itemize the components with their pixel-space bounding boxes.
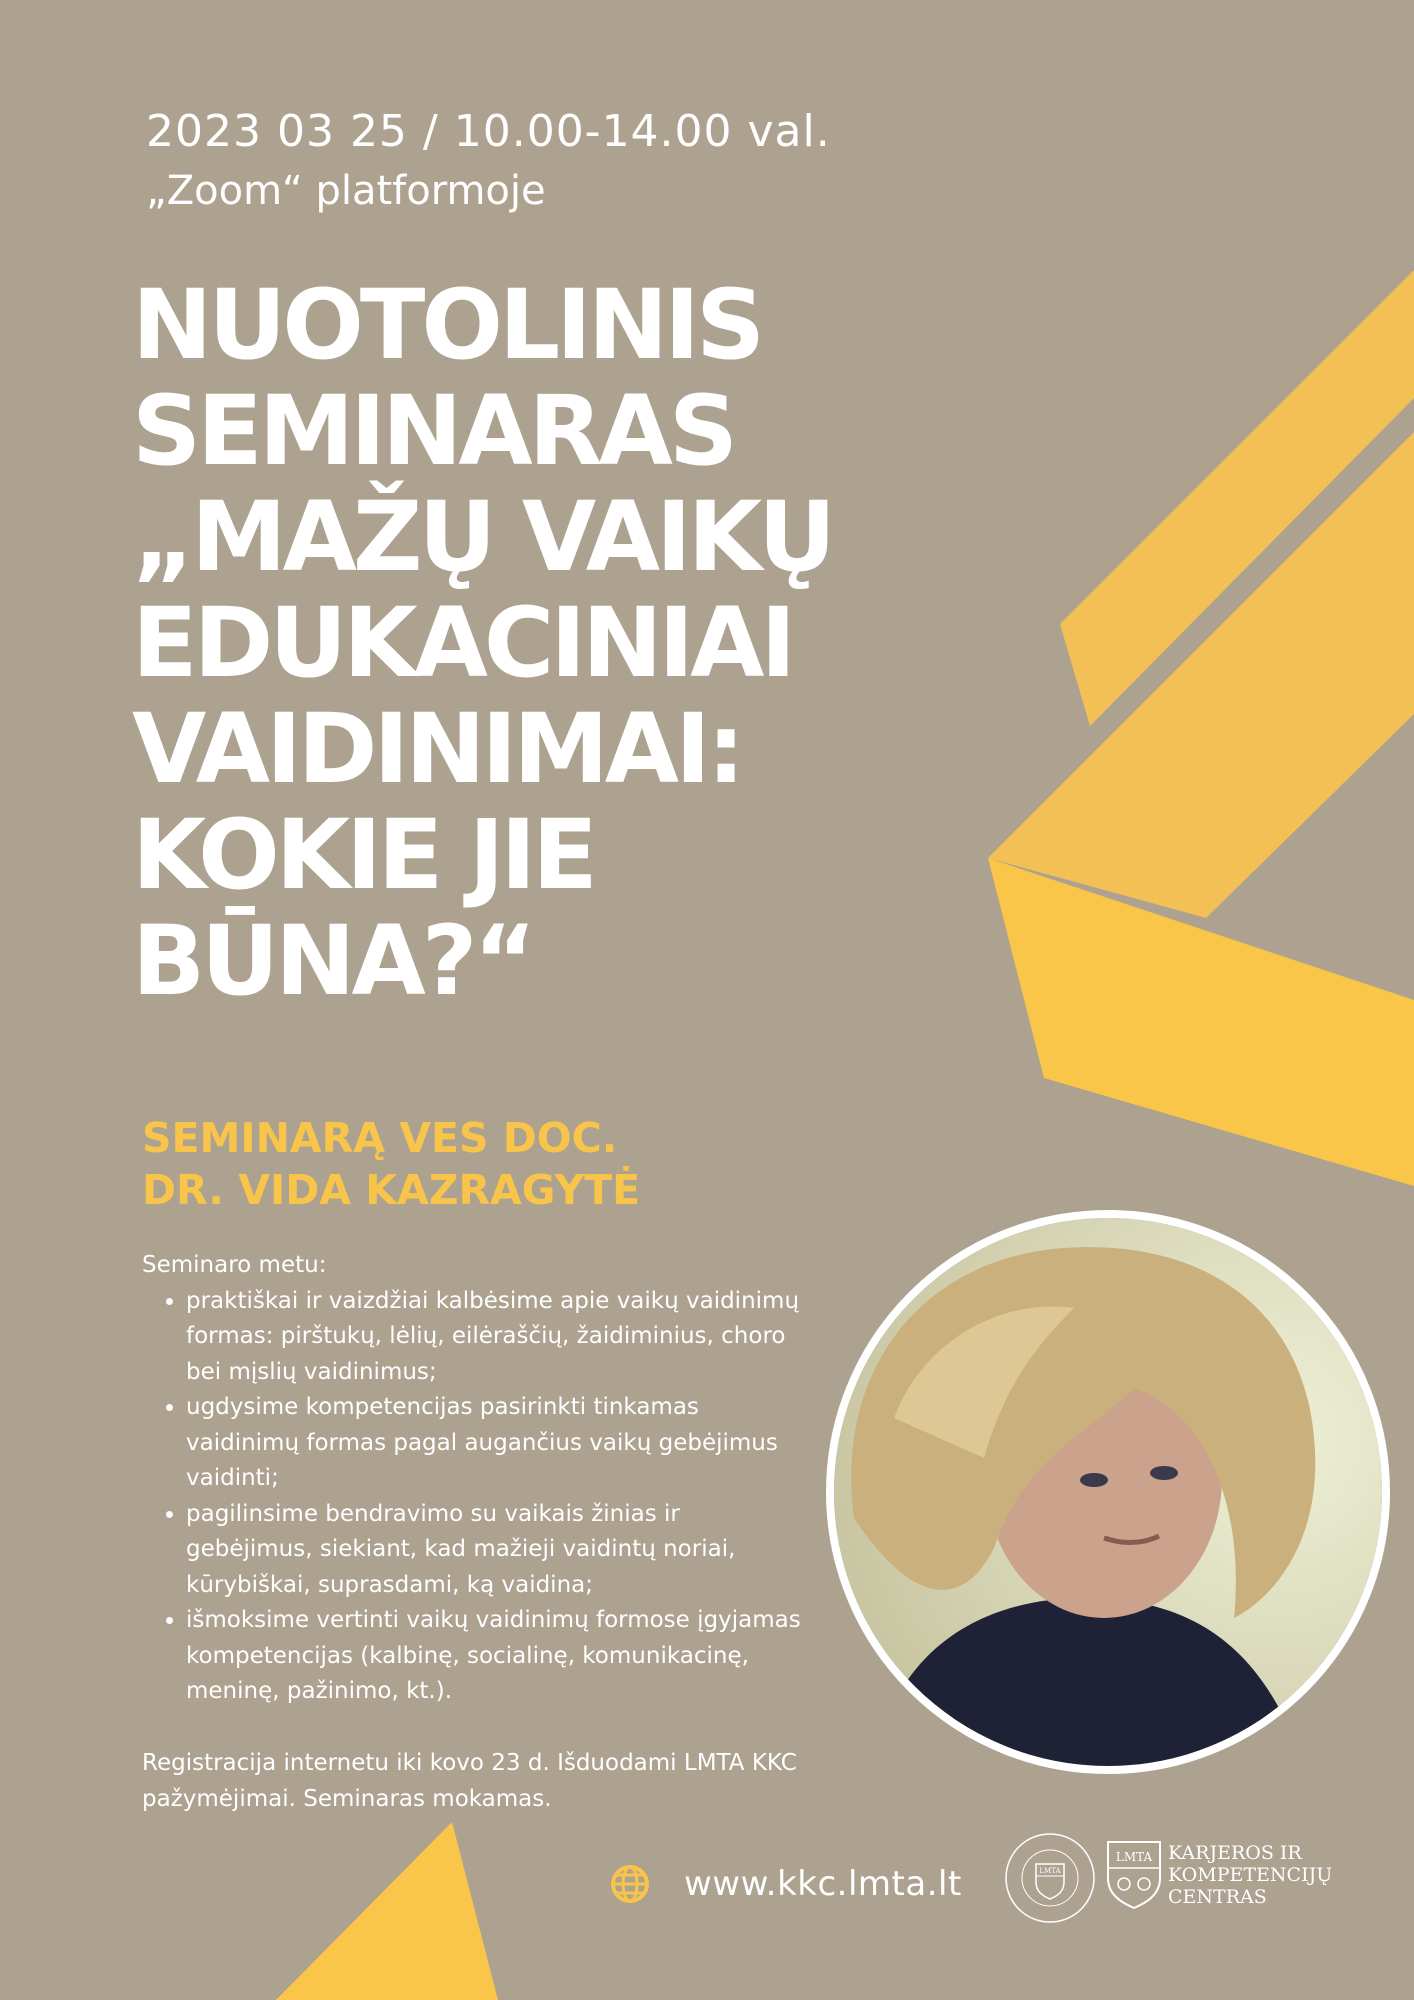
- seminar-description: [142, 1248, 802, 1710]
- lecturer-line: DR. VIDA KAZRAGYTĖ: [142, 1166, 641, 1214]
- topic-item: • išmoksime vertinti vaikų vaidinimų formose įgyjamas kompetencijas (kalbinę, socialinę, komunikacinę, meninę, pažinimo, kt.).: [186, 1603, 802, 1710]
- shield-abbr: LMTA: [1115, 1850, 1153, 1864]
- title-line: VAIDINIMAI:: [132, 693, 742, 805]
- topic-item: • pagilinsime bendravimo su vaikais žinias ir gebėjimus, siekiant, kad mažieji vaidintų noriai, kūrybiškai, suprasdami, ką vaidina;: [186, 1497, 802, 1604]
- event-date: 2023 03 25 / 10.00-14.00 val.: [146, 106, 831, 157]
- lecturer-line: SEMINARĄ VES DOC.: [142, 1114, 618, 1162]
- kkc-shield-logo: [1104, 1838, 1164, 1910]
- yellow-triangle-bottom: [276, 1822, 498, 2000]
- logo-line: KOMPETENCIJŲ: [1168, 1864, 1333, 1886]
- academy-seal-logo: [1002, 1830, 1098, 1926]
- globe-icon: [610, 1864, 650, 1904]
- seal-abbr: LMTA: [1039, 1867, 1061, 1875]
- lecturer-photo: [826, 1210, 1390, 1774]
- kkc-logo-text: [1168, 1842, 1332, 1908]
- event-platform: „Zoom“ platformoje: [146, 168, 546, 214]
- logo-line: KARJEROS IR: [1168, 1842, 1302, 1864]
- website-link[interactable]: [610, 1864, 962, 1904]
- topic-item: • praktiškai ir vaizdžiai kalbėsime apie vaikų vaidinimų formas: pirštukų, lėlių, eilėraščių, žaidiminius, choro bei mįslių vaidinimus;: [186, 1284, 802, 1391]
- portrait-illustration: [834, 1218, 1382, 1766]
- seminar-title: [132, 269, 1032, 1017]
- title-line: KOKIE JIE: [132, 799, 594, 911]
- registration-note: Registracija internetu iki kovo 23 d. Išduodami LMTA KKC pažymėjimai. Seminaras mokamas.: [142, 1750, 797, 1812]
- logo-line: CENTRAS: [1168, 1886, 1267, 1908]
- title-line: EDUKACINIAI: [132, 587, 793, 699]
- title-line: SEMINARAS: [132, 375, 734, 487]
- title-line: NUOTOLINIS: [132, 269, 762, 381]
- website-url: www.kkc.lmta.lt: [684, 1864, 962, 1904]
- lecturer-heading: [142, 1112, 640, 1216]
- topics-list: [142, 1284, 802, 1710]
- topic-item: • ugdysime kompetencijas pasirinkti tinkamas vaidinimų formas pagal augančius vaikų gebėjimus vaidinti;: [186, 1390, 802, 1497]
- title-line: „MAŽŲ VAIKŲ: [132, 481, 833, 593]
- description-intro: Seminaro metu:: [142, 1252, 327, 1278]
- title-line: BŪNA?“: [132, 905, 533, 1017]
